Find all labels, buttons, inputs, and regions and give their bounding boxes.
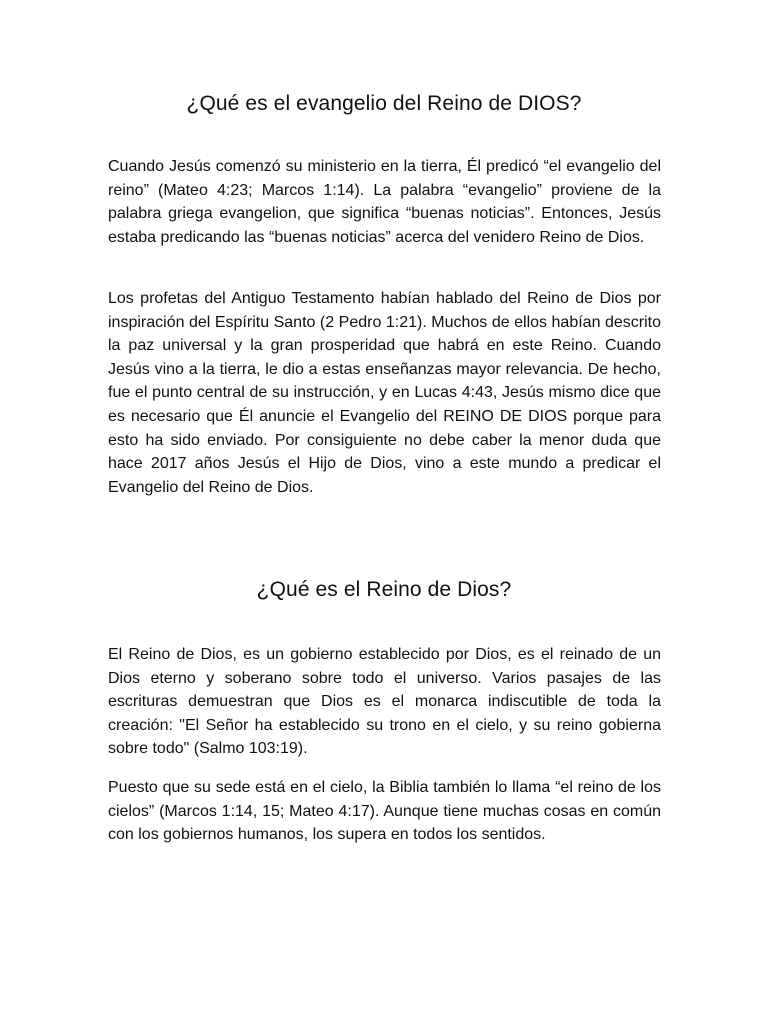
section-heading-reino: ¿Qué es el Reino de Dios? — [256, 578, 512, 601]
paragraph: El Reino de Dios, es un gobierno establecido por Dios, es el reinado de un Dios eterno y soberano sobre todo el universo. Varios pasajes de las escrituras demuestran que Dios es el monarca indiscutible de toda la creación: "El Señor ha establecido su trono en el cielo, y su reino gobierna sobre todo" (Salmo 103:19). — [108, 646, 661, 758]
paragraph: Puesto que su sede está en el cielo, la Biblia también lo llama “el reino de los cielos” (Marcos 1:14, 15; Mateo 4:17). Aunque tiene muchas cosas en común con los gobiernos humanos, los supera en todos los sentidos. — [108, 779, 661, 844]
paragraph: Cuando Jesús comenzó su ministerio en la tierra, Él predicó “el evangelio del reino” (Mateo 4:23; Marcos 1:14). La palabra “evangelio” proviene de la palabra griega evangelion, que significa “buenas noticias”. Entonces, Jesús estaba predicando las “buenas noticias” acerca del venidero Reino de Dios. — [108, 158, 661, 246]
section-heading-evangelio: ¿Qué es el evangelio del Reino de DIOS? — [186, 92, 582, 115]
paragraph: Los profetas del Antiguo Testamento habían hablado del Reino de Dios por inspiración del Espíritu Santo (2 Pedro 1:21). Muchos de ellos habían descrito la paz universal y la gran prosperidad que habrá en este Reino. Cuando Jesús vino a la tierra, le dio a estas enseñanzas mayor relevancia. De hecho, fue el punto central de su instrucción, y en Lucas 4:43, Jesús mismo dice que es necesario que Él anuncie el Evangelio del REINO DE DIOS porque para esto ha sido enviado. Por consiguiente no debe caber la menor duda que hace 2017 años Jesús el Hijo de Dios, vino a este mundo a predicar el Evangelio del Reino de Dios. — [108, 290, 661, 496]
